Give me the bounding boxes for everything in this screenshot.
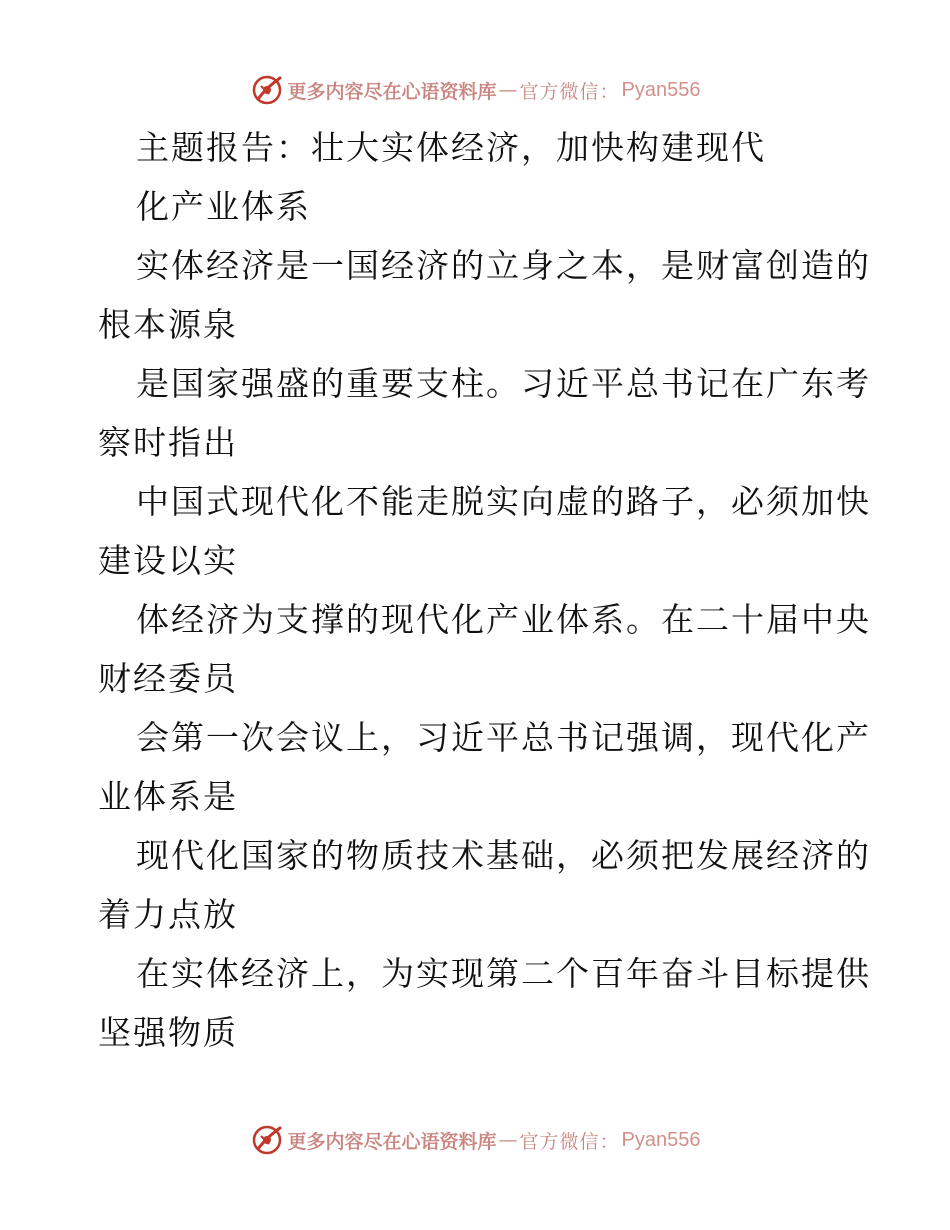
brand-separator: — [498,79,518,101]
header-brand [0,70,950,110]
text-line: 中国式现代化不能走脱实向虚的路子，必须加快 [136,482,871,521]
brand-official-label: 官方微信： [519,1130,620,1153]
brand-site-name: 更多内容尽在心语资料库 [287,80,497,103]
text-line: 体经济为支撑的现代化产业体系。在二十届中央 [136,600,871,639]
document-body [98,118,871,1062]
text-line: 业体系是 [98,777,238,816]
text-line: 在实体经济上，为实现第二个百年奋斗目标提供 [136,954,871,993]
brand-logo-icon [250,73,284,107]
brand-site-name: 更多内容尽在心语资料库 [287,1130,497,1153]
text-line: 财经委员 [98,659,238,698]
text-line: 着力点放 [98,895,238,934]
text-line: 是国家强盛的重要支柱。习近平总书记在广东考 [136,364,871,403]
title-line-2: 化产业体系 [136,187,311,226]
brand-wechat-id: Pyan556 [621,1128,701,1151]
title-line-1: 主题报告：壮大实体经济，加快构建现代 [136,128,766,167]
brand-logo-icon [250,1123,284,1157]
text-line: 坚强物质 [98,1013,238,1052]
text-line: 实体经济是一国经济的立身之本，是财富创造的 [136,246,871,285]
brand-separator: — [498,1129,518,1151]
text-line: 根本源泉 [98,305,238,344]
text-line: 现代化国家的物质技术基础，必须把发展经济的 [136,836,871,875]
text-line: 建设以实 [98,541,238,580]
brand-official-label: 官方微信： [519,80,620,103]
brand-wechat-id: Pyan556 [621,78,701,101]
text-line: 会第一次会议上，习近平总书记强调，现代化产 [136,718,871,757]
footer-brand [0,1120,950,1160]
text-line: 察时指出 [98,423,238,462]
